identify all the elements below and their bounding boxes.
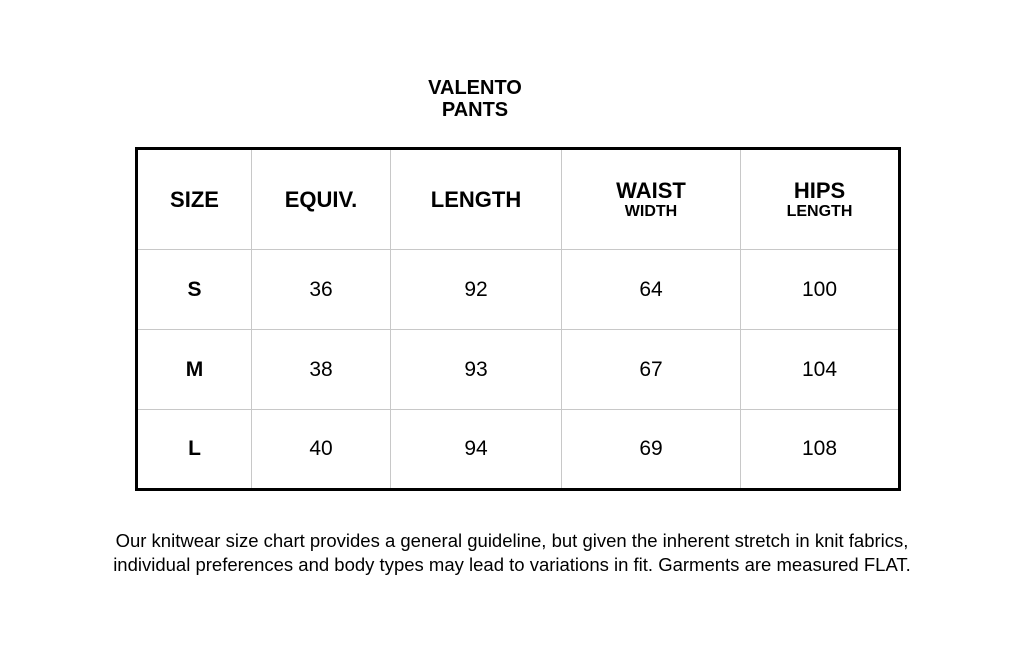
- header-row: [137, 149, 900, 250]
- header-hips-label: HIPS: [793, 177, 846, 203]
- hips-cell: 108: [741, 410, 900, 490]
- header-length: [391, 149, 562, 250]
- header-waist: [562, 149, 741, 250]
- product-title-line1: VALENTO: [428, 77, 522, 99]
- waist-cell: 69: [562, 410, 741, 490]
- table-row: [137, 410, 900, 490]
- size-cell: L: [137, 410, 252, 490]
- equiv-cell: 38: [252, 330, 391, 410]
- equiv-cell: 36: [252, 250, 391, 330]
- waist-cell: 67: [562, 330, 741, 410]
- header-hips: [741, 149, 900, 250]
- fit-note-line2: individual preferences and body types may lead to variations in fit. Garments are measured FLAT.: [113, 554, 911, 575]
- length-cell: 93: [391, 330, 562, 410]
- header-equiv-label: EQUIV.: [284, 186, 358, 212]
- size-cell: M: [137, 330, 252, 410]
- table-row: [137, 330, 900, 410]
- size-cell: S: [137, 250, 252, 330]
- header-size: [137, 149, 252, 250]
- header-size-label: SIZE: [170, 186, 219, 212]
- table-row: [137, 250, 900, 330]
- equiv-cell: 40: [252, 410, 391, 490]
- size-chart-table: [135, 147, 901, 491]
- waist-cell: 64: [562, 250, 741, 330]
- header-waist-sublabel: WIDTH: [624, 202, 678, 220]
- product-title-line2: PANTS: [441, 99, 509, 121]
- fit-note-line1: Our knitwear size chart provides a general guideline, but given the inherent stretch in knit fabrics,: [115, 530, 909, 551]
- header-hips-sublabel: LENGTH: [786, 202, 853, 220]
- header-length-label: LENGTH: [430, 186, 522, 212]
- length-cell: 92: [391, 250, 562, 330]
- header-waist-label: WAIST: [616, 177, 686, 203]
- length-cell: 94: [391, 410, 562, 490]
- header-equiv: [252, 149, 391, 250]
- product-title: [375, 77, 575, 121]
- fit-note: [40, 529, 984, 577]
- hips-cell: 104: [741, 330, 900, 410]
- hips-cell: 100: [741, 250, 900, 330]
